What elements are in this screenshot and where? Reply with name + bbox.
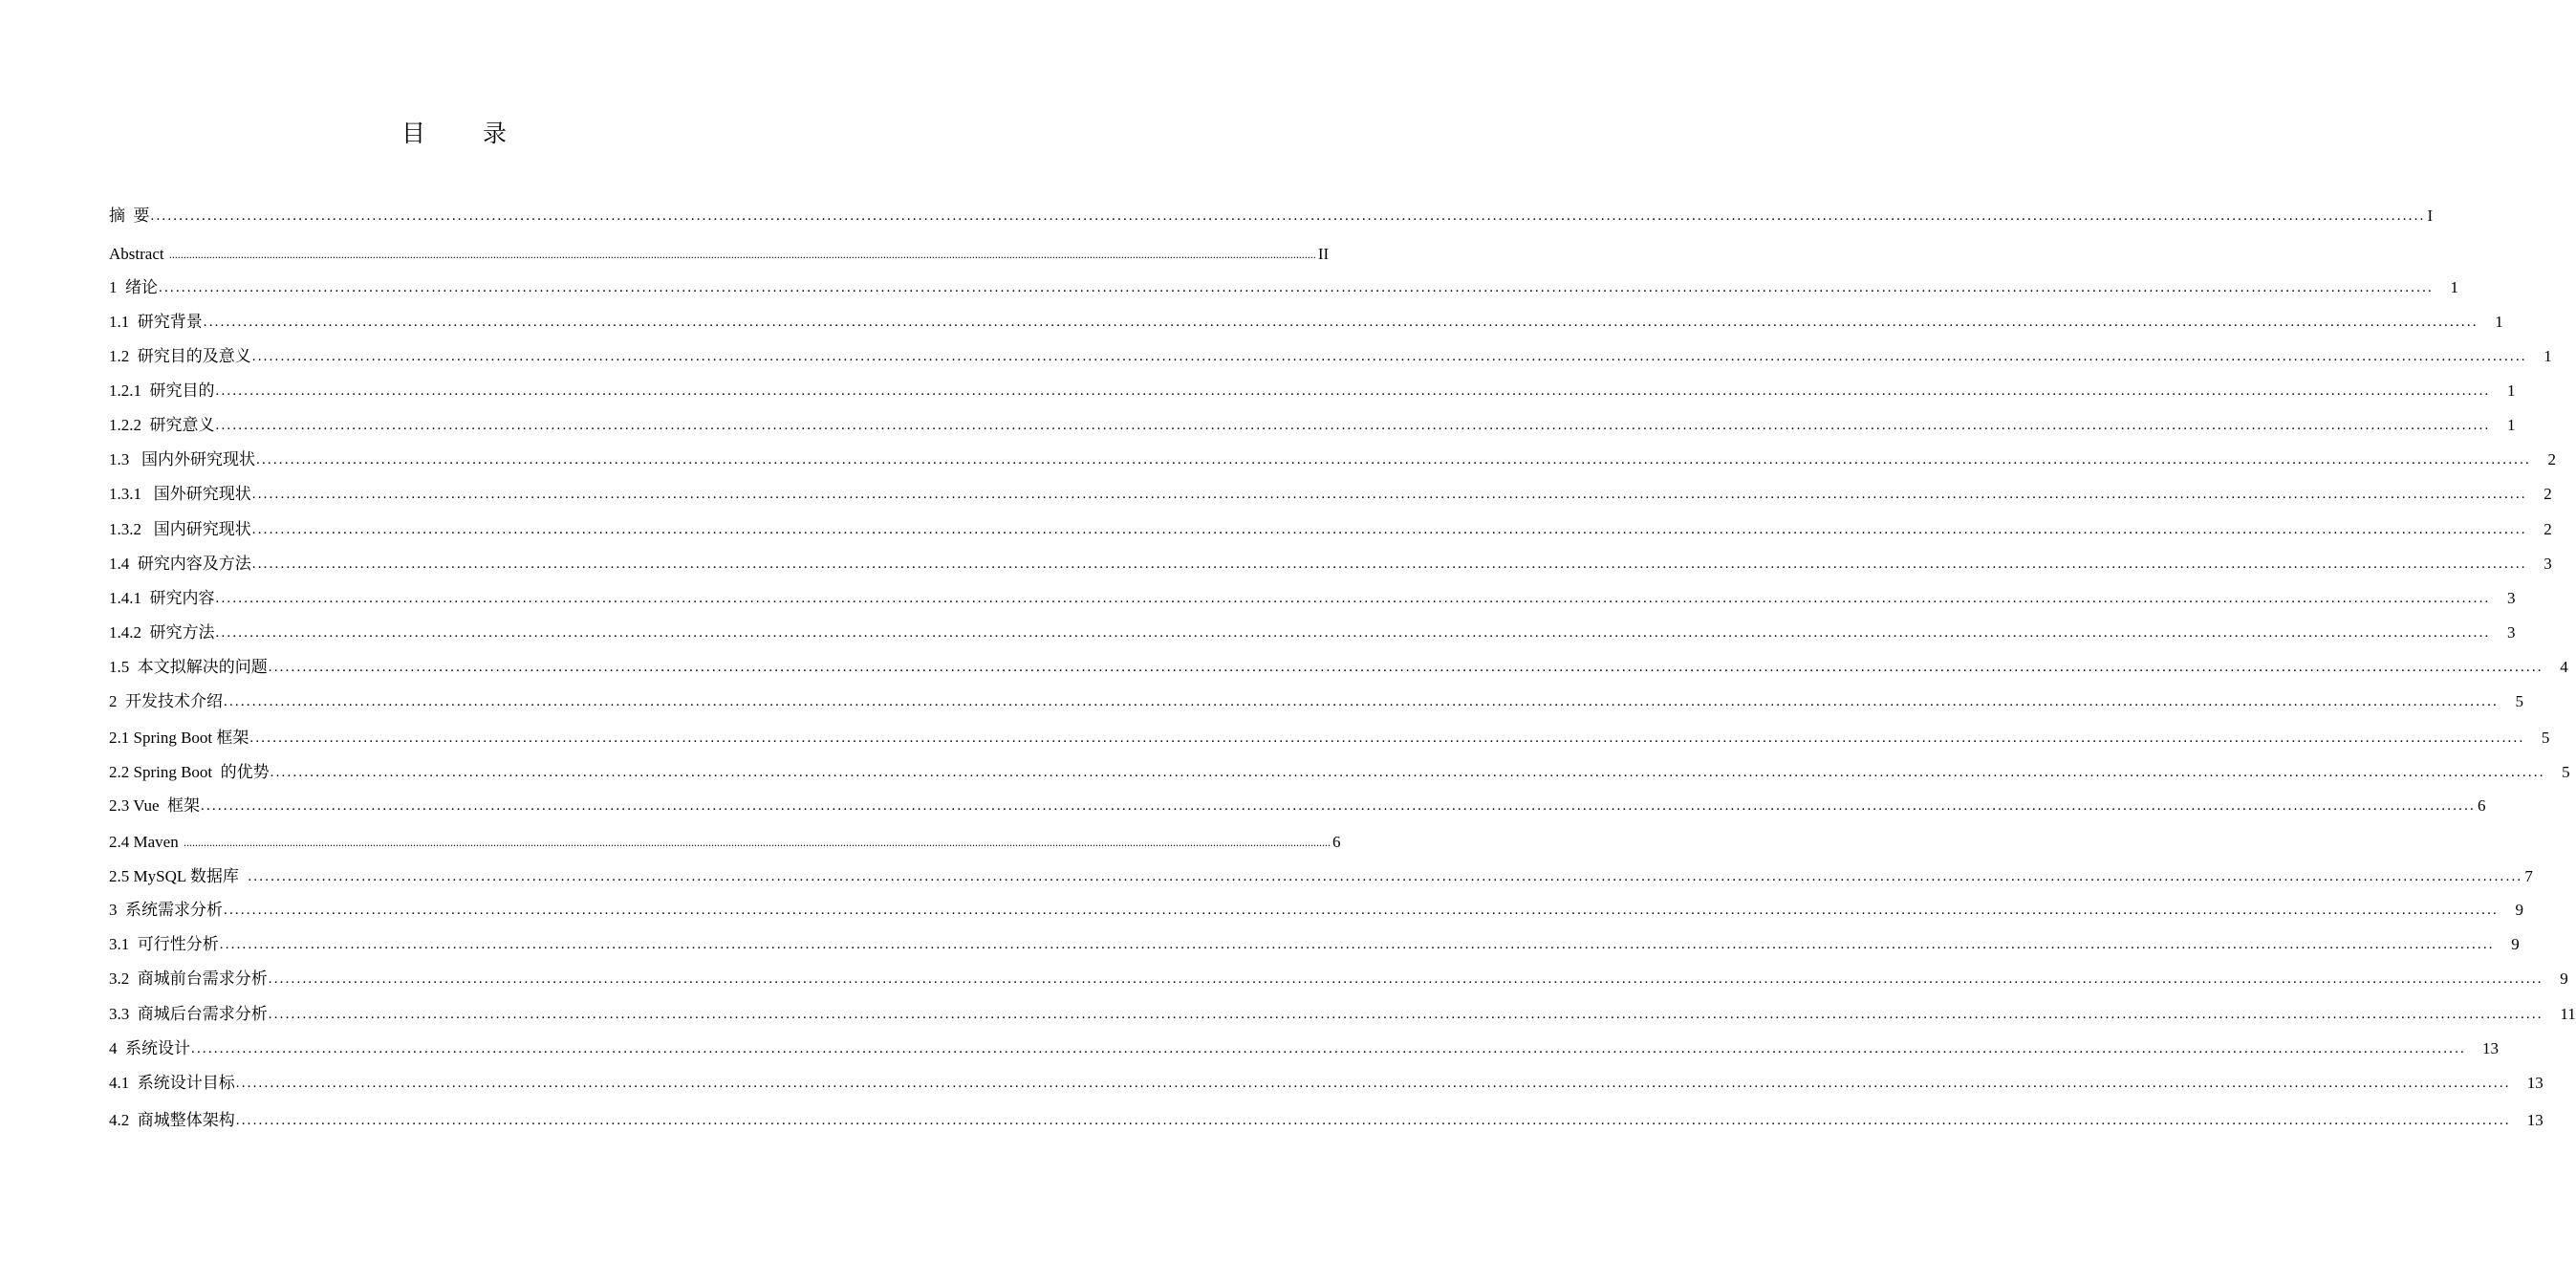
dot-leader: ................................................................................................................................................................................................................................................................................................................................................................................................................ (248, 869, 2523, 884)
page-title: 目 录 (401, 120, 531, 147)
toc-page-number: 13 (2526, 1111, 2544, 1129)
dot-leader: ................................................................................................................................................................................................................................................................................................................................................................................................................ (215, 591, 2491, 606)
toc-entry-title: 2.1 Spring Boot 框架 (109, 729, 249, 747)
dot-leader: ................................................................................................................................................................................................................................................................................................................................................................................................................ (268, 1007, 2544, 1022)
toc-page-number: II (1317, 245, 1330, 263)
toc-entry[interactable] (109, 275, 2458, 298)
toc-entry-title: 3.3 商城后台需求分析 (109, 1005, 268, 1023)
dot-leader: ................................................................................................................................................................................................................................................................................................................................................................................................................ (215, 625, 2491, 641)
dot-leader: ................................................................................................................................................................................................................................................................................................................................................................................................................ (251, 349, 2527, 364)
toc-entry-title: 4.1 系统设计目标 (109, 1074, 235, 1092)
toc-entry[interactable] (109, 621, 2516, 643)
dot-leader: ................................................................................................................................................................................................................................................................................................................................................................................................................ (249, 730, 2525, 746)
dot-leader: ................................................................................................................................................................................................................................................................................................................................................................................................................ (270, 765, 2545, 780)
toc-entry[interactable] (109, 1036, 2499, 1059)
toc-page-number: 2 (2547, 450, 2556, 468)
toc-entry[interactable] (109, 447, 2556, 470)
toc-page-number: 11 (2560, 1005, 2576, 1023)
toc-entry[interactable] (109, 204, 2434, 227)
toc-page-number: 1 (2507, 381, 2516, 400)
toc-entry[interactable] (109, 726, 2550, 749)
toc-entry[interactable] (109, 864, 2533, 887)
dot-leader: ................................................................................................................................................................................................................................................................................................................................................................................................................ (183, 836, 1331, 849)
toc-entry-title: 1.2 研究目的及意义 (109, 347, 251, 365)
toc-entry-title: 1 绪论 (109, 278, 158, 296)
dot-leader: ................................................................................................................................................................................................................................................................................................................................................................................................................ (268, 971, 2544, 987)
dot-leader: ................................................................................................................................................................................................................................................................................................................................................................................................................ (219, 937, 2495, 952)
toc-page-number: 2 (2544, 520, 2552, 538)
dot-leader: ................................................................................................................................................................................................................................................................................................................................................................................................................ (215, 383, 2491, 399)
toc-entry[interactable] (109, 830, 1341, 853)
dot-leader: ................................................................................................................................................................................................................................................................................................................................................................................................................ (256, 452, 2531, 468)
toc-page-number: 1 (2544, 347, 2552, 365)
toc-entry-title: 3.2 商城前台需求分析 (109, 969, 268, 988)
dot-leader: ................................................................................................................................................................................................................................................................................................................................................................................................................ (224, 903, 2499, 918)
toc-entry[interactable] (109, 552, 2552, 575)
dot-leader: ................................................................................................................................................................................................................................................................................................................................................................................................................ (150, 208, 2426, 224)
toc-entry-title: 摘 要 (109, 207, 150, 225)
dot-leader: ................................................................................................................................................................................................................................................................................................................................................................................................................ (168, 248, 1316, 261)
toc-entry[interactable] (109, 344, 2552, 367)
dot-leader: ................................................................................................................................................................................................................................................................................................................................................................................................................ (203, 315, 2479, 330)
dot-leader: ................................................................................................................................................................................................................................................................................................................................................................................................................ (201, 798, 2476, 814)
toc-entry-title: 1.4.1 研究内容 (109, 589, 215, 607)
toc-entry[interactable] (109, 482, 2552, 505)
toc-entry-title: 1.3.1 国外研究现状 (109, 485, 251, 503)
toc-entry-title: 3.1 可行性分析 (109, 935, 219, 953)
toc-entry[interactable] (109, 379, 2516, 402)
dot-leader: ................................................................................................................................................................................................................................................................................................................................................................................................................ (268, 660, 2544, 675)
toc-entry-title: 1.5 本文拟解决的问题 (109, 658, 268, 676)
toc-page-number: 9 (2511, 935, 2520, 953)
toc-entry-title: 1.3 国内外研究现状 (109, 450, 255, 468)
dot-leader: ................................................................................................................................................................................................................................................................................................................................................................................................................ (235, 1113, 2511, 1128)
toc-page-number: 3 (2507, 623, 2516, 642)
toc-page-number: 1 (2507, 416, 2516, 434)
toc-entry[interactable] (109, 1071, 2544, 1094)
toc-entry-title: 1.2.1 研究目的 (109, 381, 215, 400)
toc-page-number: 5 (2562, 763, 2570, 781)
toc-page-number: 13 (2482, 1039, 2499, 1057)
toc-entry[interactable] (109, 586, 2516, 609)
dot-leader: ................................................................................................................................................................................................................................................................................................................................................................................................................ (235, 1076, 2511, 1091)
toc-entry[interactable] (109, 310, 2503, 333)
toc-page-number: 4 (2560, 658, 2568, 676)
toc-entry[interactable] (109, 1108, 2544, 1131)
dot-leader: ................................................................................................................................................................................................................................................................................................................................................................................................................ (159, 280, 2434, 295)
toc-entry-title: 4.2 商城整体架构 (109, 1111, 235, 1129)
toc-entry-title: 1.4 研究内容及方法 (109, 555, 251, 573)
toc-entry-title: 2.2 Spring Boot 的优势 (109, 763, 270, 781)
toc-page-number: 3 (2507, 589, 2516, 607)
toc-entry-title: 2.5 MySQL 数据库 (109, 867, 248, 885)
toc-page-number: 13 (2526, 1074, 2544, 1092)
toc-page-number: 7 (2524, 867, 2533, 885)
toc-page-number: 6 (2478, 796, 2486, 815)
toc-entry-title: 1.1 研究背景 (109, 313, 203, 331)
toc-page-number: 5 (2541, 729, 2550, 747)
toc-entry[interactable] (109, 932, 2520, 955)
toc-entry-title: 2 开发技术介绍 (109, 692, 223, 710)
dot-leader: ................................................................................................................................................................................................................................................................................................................................................................................................................ (251, 556, 2527, 572)
toc-entry-title: Abstract (109, 245, 168, 263)
toc-page-number: 9 (2560, 969, 2568, 988)
dot-leader: ................................................................................................................................................................................................................................................................................................................................................................................................................ (251, 487, 2527, 502)
toc-entry[interactable] (109, 760, 2570, 783)
toc-entry-title: 4 系统设计 (109, 1039, 190, 1057)
toc-page-number: 5 (2515, 692, 2523, 710)
toc-entry-title: 1.4.2 研究方法 (109, 623, 215, 642)
toc-page-number: 3 (2544, 555, 2552, 573)
toc-entry[interactable] (109, 689, 2523, 712)
toc-entry[interactable] (109, 898, 2523, 921)
toc-entry[interactable] (109, 1002, 2576, 1025)
toc-entry[interactable] (109, 967, 2568, 990)
toc-entry-title: 2.4 Maven (109, 833, 183, 851)
toc-entry[interactable] (109, 655, 2568, 678)
toc-entry[interactable] (109, 413, 2516, 436)
toc-page-number: 2 (2544, 485, 2552, 503)
toc-entry-title: 2.3 Vue 框架 (109, 796, 200, 815)
toc-page-number: 1 (2450, 278, 2458, 296)
dot-leader: ................................................................................................................................................................................................................................................................................................................................................................................................................ (251, 522, 2527, 537)
toc-entry-title: 1.3.2 国内研究现状 (109, 520, 251, 538)
toc-entry-title: 3 系统需求分析 (109, 901, 223, 919)
toc-page-number: I (2427, 207, 2434, 225)
dot-leader: ................................................................................................................................................................................................................................................................................................................................................................................................................ (224, 694, 2499, 709)
toc-entry[interactable] (109, 794, 2486, 817)
toc-page-number: 6 (1331, 833, 1341, 851)
toc-entry[interactable] (109, 517, 2552, 540)
toc-page-number: 9 (2515, 901, 2523, 919)
toc-entry[interactable] (109, 242, 1330, 265)
dot-leader: ................................................................................................................................................................................................................................................................................................................................................................................................................ (215, 418, 2491, 433)
toc-entry-title: 1.2.2 研究意义 (109, 416, 215, 434)
toc-page-number: 1 (2495, 313, 2503, 331)
dot-leader: ................................................................................................................................................................................................................................................................................................................................................................................................................ (191, 1041, 2466, 1056)
